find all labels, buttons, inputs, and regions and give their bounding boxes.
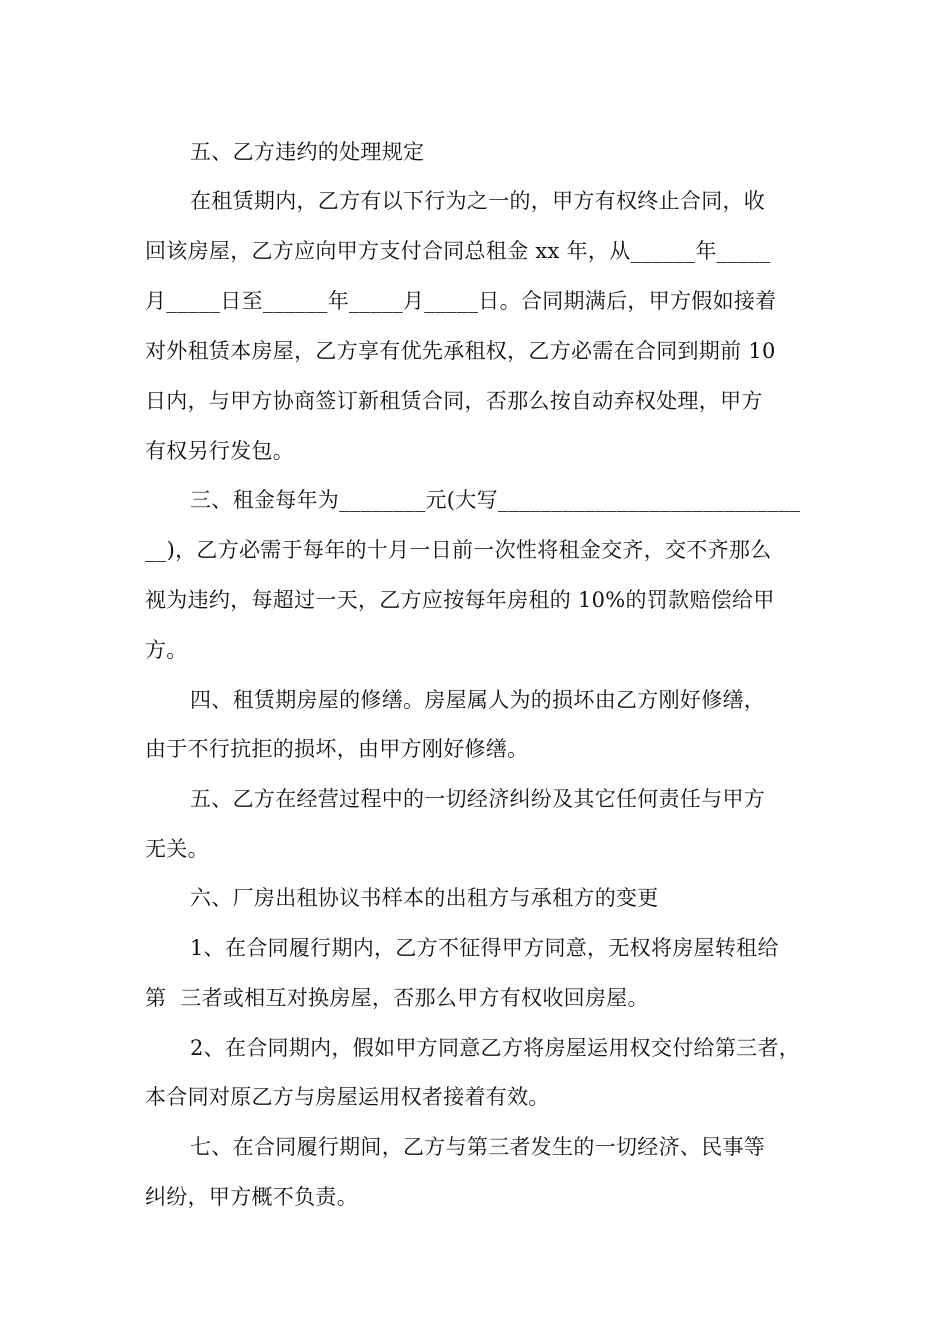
paragraph-line: 三、租金每年为________元(大写____________________________ <box>190 488 801 512</box>
paragraph-line: 四、租赁期房屋的修缮。房屋属人为的损坏由乙方刚好修缮， <box>190 688 766 712</box>
paragraph-line: 回该房屋，乙方应向甲方支付合同总租金 xx 年，从______年_____ <box>145 239 771 263</box>
paragraph-line: 1、在合同履行期内，乙方不征得甲方同意，无权将房屋转租给 <box>190 936 779 960</box>
paragraph-line: 在租赁期内，乙方有以下行为之一的，甲方有权终止合同，收 <box>190 189 766 213</box>
paragraph-line: 对外租赁本房屋，乙方享有优先承租权，乙方必需在合同到期前 10 <box>145 339 776 363</box>
paragraph-line: 日内，与甲方协商签订新租赁合同，否那么按自动弃权处理，甲方 <box>145 389 763 413</box>
paragraph-line: 由于不行抗拒的损坏，由甲方刚好修缮。 <box>145 737 529 761</box>
section-heading-breach: 五、乙方违约的处理规定 <box>190 140 425 164</box>
paragraph-line: 2、在合同期内，假如甲方同意乙方将房屋运用权交付给第三者， <box>190 1036 801 1060</box>
paragraph-line: 七、在合同履行期间，乙方与第三者发生的一切经济、民事等 <box>190 1135 766 1159</box>
paragraph-line: 五、乙方在经营过程中的一切经济纠纷及其它任何责任与甲方 <box>190 787 766 811</box>
paragraph-line: 本合同对原乙方与房屋运用权者接着有效。 <box>145 1085 550 1109</box>
section-heading-transfer: 六、厂房出租协议书样本的出租方与承租方的变更 <box>190 886 659 910</box>
paragraph-line: 视为违约，每超过一天，乙方应按每年房租的 10%的罚款赔偿给甲 <box>145 588 775 612</box>
paragraph-line: 第 三者或相互对换房屋，否那么甲方有权收回房屋。 <box>145 986 649 1010</box>
paragraph-line: 有权另行发包。 <box>145 439 295 463</box>
paragraph-line: 无关。 <box>145 837 209 861</box>
paragraph-line: __)，乙方必需于每年的十月一日前一次性将租金交齐，交不齐那么 <box>145 538 772 562</box>
paragraph-line: 方。 <box>145 638 188 662</box>
paragraph-line: 纠纷，甲方概不负责。 <box>145 1185 358 1209</box>
paragraph-line: 月_____日至______年_____月_____日。合同期满后，甲方假如接着 <box>145 289 777 313</box>
